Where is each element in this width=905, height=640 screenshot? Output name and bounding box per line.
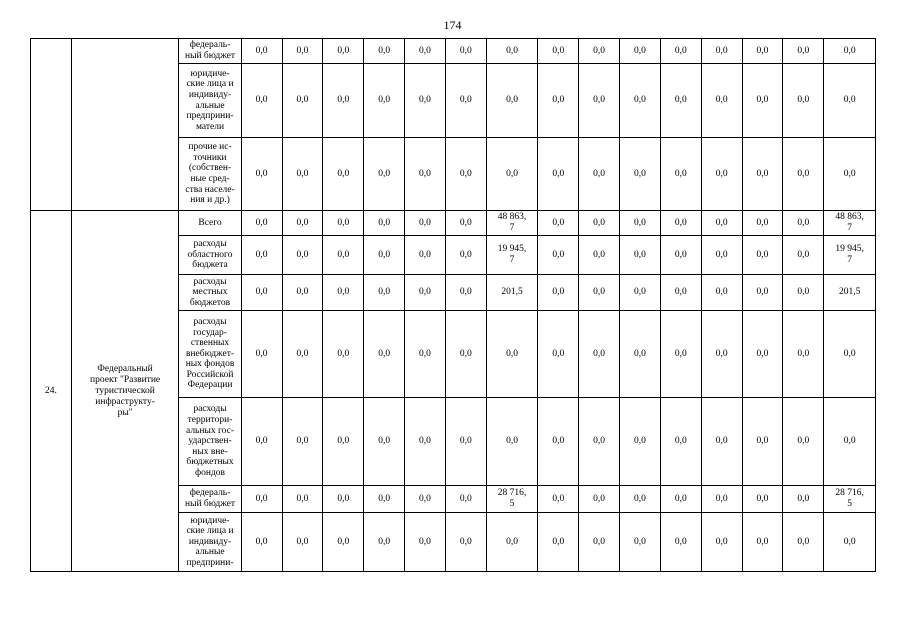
value-cell: 0,0 — [364, 275, 405, 311]
funding-source-cell: расходы территори- альных гос- ударствен- ных вне- бюджетных фондов — [179, 398, 241, 486]
value-cell: 0,0 — [824, 398, 876, 486]
value-cell: 0,0 — [364, 513, 405, 572]
funding-source-cell: Всего — [179, 211, 241, 236]
value-cell: 0,0 — [241, 311, 282, 398]
value-cell: 0,0 — [579, 236, 620, 275]
value-cell: 0,0 — [282, 311, 323, 398]
value-cell: 0,0 — [742, 211, 783, 236]
value-cell: 0,0 — [282, 236, 323, 275]
value-cell: 0,0 — [241, 275, 282, 311]
value-cell: 0,0 — [742, 486, 783, 513]
value-cell: 0,0 — [538, 311, 579, 398]
value-cell: 0,0 — [364, 64, 405, 138]
value-cell: 0,0 — [445, 211, 486, 236]
value-cell: 0,0 — [282, 138, 323, 211]
value-cell: 0,0 — [364, 211, 405, 236]
value-cell: 0,0 — [364, 39, 405, 64]
value-cell: 0,0 — [323, 39, 364, 64]
value-cell: 0,0 — [323, 398, 364, 486]
value-cell: 0,0 — [323, 211, 364, 236]
value-cell: 0,0 — [742, 138, 783, 211]
value-cell: 0,0 — [538, 486, 579, 513]
value-cell: 0,0 — [742, 398, 783, 486]
value-cell: 0,0 — [538, 275, 579, 311]
value-cell: 0,0 — [364, 311, 405, 398]
value-cell: 48 863, 7 — [486, 211, 538, 236]
value-cell: 0,0 — [445, 275, 486, 311]
value-cell: 0,0 — [701, 275, 742, 311]
value-cell: 0,0 — [241, 138, 282, 211]
value-cell: 0,0 — [405, 138, 446, 211]
value-cell: 0,0 — [742, 39, 783, 64]
value-cell: 0,0 — [783, 236, 824, 275]
value-cell: 48 863, 7 — [824, 211, 876, 236]
value-cell: 0,0 — [742, 311, 783, 398]
value-cell: 28 716, 5 — [824, 486, 876, 513]
value-cell: 0,0 — [742, 513, 783, 572]
value-cell: 0,0 — [620, 398, 661, 486]
value-cell: 0,0 — [701, 486, 742, 513]
value-cell: 0,0 — [405, 275, 446, 311]
table-row — [31, 211, 876, 236]
funding-source-cell: юридиче- ские лица и индивиду- альные предприни- — [179, 513, 241, 572]
value-cell: 0,0 — [660, 486, 701, 513]
value-cell: 19 945, 7 — [824, 236, 876, 275]
value-cell: 0,0 — [538, 211, 579, 236]
value-cell: 0,0 — [445, 311, 486, 398]
value-cell: 0,0 — [538, 138, 579, 211]
value-cell: 0,0 — [486, 138, 538, 211]
value-cell: 0,0 — [282, 211, 323, 236]
value-cell: 0,0 — [660, 311, 701, 398]
value-cell: 0,0 — [660, 275, 701, 311]
value-cell: 0,0 — [538, 39, 579, 64]
value-cell: 0,0 — [579, 398, 620, 486]
value-cell: 0,0 — [783, 211, 824, 236]
funding-source-cell: федераль- ный бюджет — [179, 486, 241, 513]
value-cell: 0,0 — [323, 138, 364, 211]
value-cell: 0,0 — [701, 513, 742, 572]
value-cell: 0,0 — [445, 513, 486, 572]
value-cell: 0,0 — [742, 275, 783, 311]
value-cell: 0,0 — [486, 64, 538, 138]
value-cell: 28 716, 5 — [486, 486, 538, 513]
value-cell: 0,0 — [620, 236, 661, 275]
funding-source-cell: федераль- ный бюджет — [179, 39, 241, 64]
value-cell: 0,0 — [364, 138, 405, 211]
budget-table — [30, 38, 876, 572]
value-cell: 0,0 — [783, 398, 824, 486]
value-cell: 0,0 — [282, 39, 323, 64]
value-cell: 0,0 — [241, 236, 282, 275]
value-cell: 0,0 — [323, 513, 364, 572]
value-cell: 0,0 — [824, 39, 876, 64]
value-cell: 0,0 — [701, 311, 742, 398]
value-cell: 0,0 — [445, 486, 486, 513]
value-cell: 0,0 — [241, 64, 282, 138]
value-cell: 0,0 — [579, 211, 620, 236]
value-cell: 0,0 — [486, 398, 538, 486]
value-cell: 0,0 — [620, 64, 661, 138]
value-cell: 0,0 — [620, 513, 661, 572]
value-cell: 0,0 — [783, 513, 824, 572]
value-cell: 0,0 — [783, 275, 824, 311]
table-body — [31, 39, 876, 572]
funding-source-cell: расходы областного бюджета — [179, 236, 241, 275]
value-cell: 0,0 — [620, 211, 661, 236]
value-cell: 0,0 — [620, 486, 661, 513]
value-cell: 0,0 — [486, 39, 538, 64]
value-cell: 19 945, 7 — [486, 236, 538, 275]
value-cell: 0,0 — [323, 275, 364, 311]
value-cell: 0,0 — [405, 64, 446, 138]
value-cell: 0,0 — [579, 486, 620, 513]
value-cell: 0,0 — [405, 39, 446, 64]
value-cell: 0,0 — [701, 39, 742, 64]
value-cell: 0,0 — [323, 64, 364, 138]
value-cell: 0,0 — [783, 138, 824, 211]
value-cell: 0,0 — [783, 311, 824, 398]
value-cell: 0,0 — [486, 311, 538, 398]
value-cell: 0,0 — [538, 236, 579, 275]
value-cell: 201,5 — [824, 275, 876, 311]
value-cell: 0,0 — [742, 64, 783, 138]
value-cell: 0,0 — [620, 275, 661, 311]
value-cell: 0,0 — [783, 64, 824, 138]
value-cell: 0,0 — [282, 275, 323, 311]
value-cell: 0,0 — [405, 311, 446, 398]
value-cell: 0,0 — [660, 39, 701, 64]
table-row — [31, 39, 876, 64]
funding-source-cell: расходы местных бюджетов — [179, 275, 241, 311]
value-cell: 0,0 — [323, 486, 364, 513]
value-cell: 0,0 — [620, 311, 661, 398]
page-number: 174 — [443, 18, 462, 32]
value-cell: 0,0 — [701, 64, 742, 138]
funding-source-cell: прочие ис- точники (собствен- ные сред- ства населе- ния и др.) — [179, 138, 241, 211]
value-cell: 0,0 — [538, 398, 579, 486]
value-cell: 0,0 — [323, 311, 364, 398]
value-cell: 0,0 — [701, 211, 742, 236]
value-cell: 0,0 — [282, 486, 323, 513]
value-cell: 0,0 — [701, 236, 742, 275]
value-cell: 0,0 — [579, 311, 620, 398]
value-cell: 0,0 — [323, 236, 364, 275]
value-cell: 0,0 — [364, 398, 405, 486]
value-cell: 0,0 — [405, 211, 446, 236]
value-cell: 0,0 — [824, 64, 876, 138]
value-cell: 0,0 — [445, 39, 486, 64]
value-cell: 0,0 — [241, 398, 282, 486]
item-number-cell: 24. — [31, 211, 72, 572]
value-cell: 0,0 — [783, 486, 824, 513]
value-cell: 0,0 — [701, 138, 742, 211]
value-cell: 0,0 — [620, 39, 661, 64]
value-cell: 0,0 — [405, 486, 446, 513]
value-cell: 0,0 — [241, 513, 282, 572]
value-cell: 0,0 — [660, 236, 701, 275]
value-cell: 0,0 — [364, 236, 405, 275]
item-number-cell — [31, 39, 72, 211]
value-cell: 0,0 — [579, 275, 620, 311]
value-cell: 0,0 — [486, 513, 538, 572]
value-cell: 0,0 — [405, 398, 446, 486]
value-cell: 0,0 — [445, 236, 486, 275]
value-cell: 0,0 — [783, 39, 824, 64]
item-name-cell — [71, 39, 179, 211]
value-cell: 0,0 — [660, 513, 701, 572]
value-cell: 0,0 — [660, 398, 701, 486]
value-cell: 0,0 — [538, 64, 579, 138]
value-cell: 0,0 — [701, 398, 742, 486]
value-cell: 0,0 — [660, 211, 701, 236]
item-name-cell: Федеральный проект "Развитие туристической инфраструкту- ры" — [71, 211, 179, 572]
value-cell: 0,0 — [445, 64, 486, 138]
value-cell: 0,0 — [579, 39, 620, 64]
value-cell: 0,0 — [282, 64, 323, 138]
value-cell: 0,0 — [241, 39, 282, 64]
value-cell: 0,0 — [445, 398, 486, 486]
value-cell: 0,0 — [660, 64, 701, 138]
value-cell: 0,0 — [824, 138, 876, 211]
value-cell: 0,0 — [282, 398, 323, 486]
value-cell: 0,0 — [282, 513, 323, 572]
value-cell: 0,0 — [824, 513, 876, 572]
value-cell: 0,0 — [405, 513, 446, 572]
value-cell: 201,5 — [486, 275, 538, 311]
value-cell: 0,0 — [241, 211, 282, 236]
value-cell: 0,0 — [445, 138, 486, 211]
value-cell: 0,0 — [579, 138, 620, 211]
value-cell: 0,0 — [405, 236, 446, 275]
value-cell: 0,0 — [742, 236, 783, 275]
funding-source-cell: юридиче- ские лица и индивиду- альные предприни- матели — [179, 64, 241, 138]
value-cell: 0,0 — [538, 513, 579, 572]
value-cell: 0,0 — [241, 486, 282, 513]
value-cell: 0,0 — [660, 138, 701, 211]
value-cell: 0,0 — [579, 513, 620, 572]
value-cell: 0,0 — [824, 311, 876, 398]
value-cell: 0,0 — [364, 486, 405, 513]
funding-source-cell: расходы государ- ственных внебюджет- ных фондов Российской Федерации — [179, 311, 241, 398]
value-cell: 0,0 — [620, 138, 661, 211]
value-cell: 0,0 — [579, 64, 620, 138]
